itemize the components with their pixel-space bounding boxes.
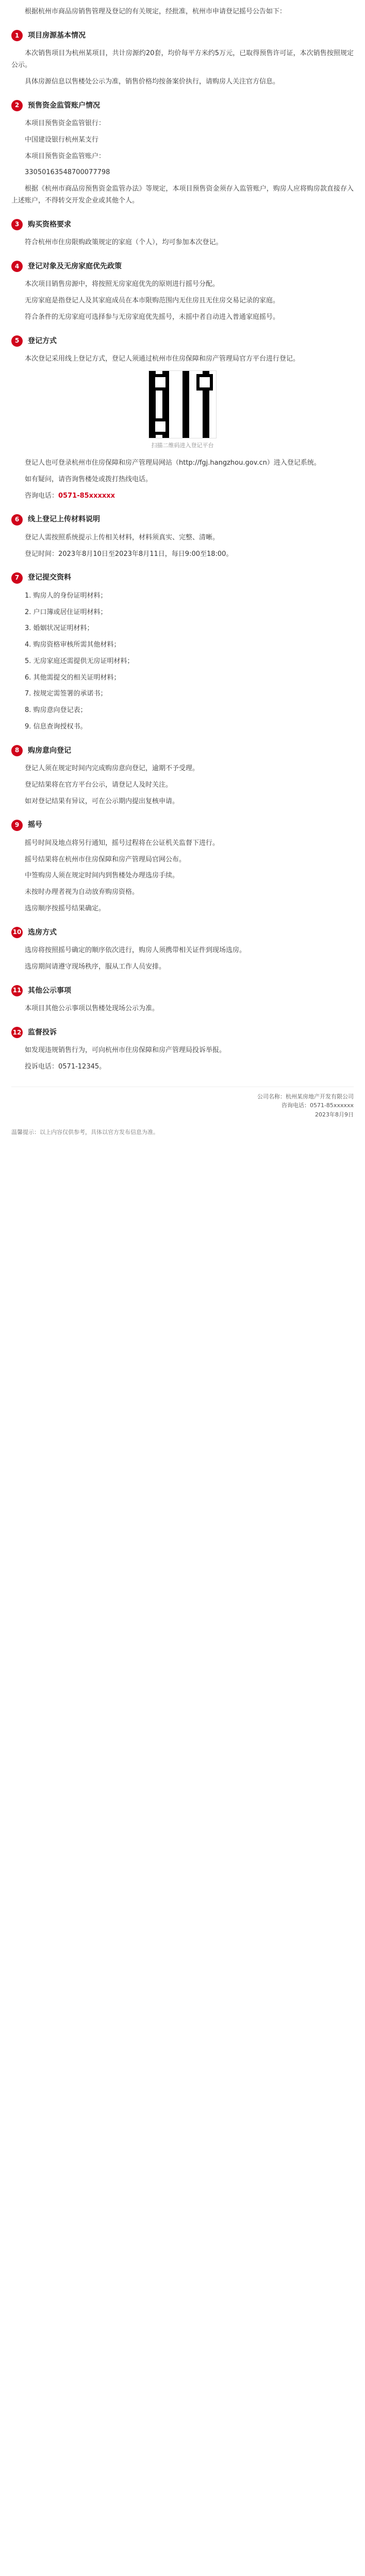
section-paragraph: 6. 其他需提交的相关证明材料； xyxy=(25,673,121,682)
note-text: 温馨提示：以上内容仅供参考，具体以官方发布信息为准。 xyxy=(11,1128,159,1136)
section-paragraph: 根据《杭州市商品房预售资金监管办法》等规定，本项目预售资金须存入监管账户，购房人应将购房款直接存入上述账户，不得转交开发企业或其他个人。 xyxy=(11,185,354,205)
section-header-12 xyxy=(11,1026,354,1039)
section-paragraph: 登记人也可登录杭州市住房保障和房产管理局网站（http://fgj.hangzhou.gov.cn）进入登记系统。 xyxy=(25,459,321,467)
section-title: 登记方式 xyxy=(28,336,57,345)
section-header-1 xyxy=(11,29,354,42)
section-title: 购房意向登记 xyxy=(28,746,71,755)
section-paragraph: 登记结果将在官方平台公示，请登记人及时关注。 xyxy=(25,781,173,789)
section-header-9 xyxy=(11,819,354,832)
section-number-badge: 4 xyxy=(11,261,23,272)
section-paragraph: 如对登记结果有异议，可在公示期内提出复核申请。 xyxy=(25,797,179,805)
section-paragraph: 本项目预售资金监管银行： xyxy=(25,120,106,127)
section-paragraph: 投诉电话：0571-12345。 xyxy=(25,1063,106,1071)
hotline-number[interactable]: 0571-85xxxxxx xyxy=(58,492,115,500)
section-paragraph: 中国建设银行杭州某支行 xyxy=(25,135,99,144)
section-paragraph: 符合杭州市住房限购政策规定的家庭（个人），均可参加本次登记。 xyxy=(25,239,223,246)
section-paragraph: 选房顺序按摇号结果确定。 xyxy=(25,904,106,912)
section-paragraph: 33050163548700077798 xyxy=(25,168,110,177)
section-paragraph: 登记人须在规定时间内完成购房意向登记，逾期不予受理。 xyxy=(25,765,200,772)
sections-container xyxy=(11,29,354,1073)
qr-caption: 扫描二维码进入登记平台 xyxy=(151,442,214,449)
section-header-10 xyxy=(11,926,354,939)
section-paragraph: 3. 婚姻状况证明材料； xyxy=(25,624,94,633)
section-paragraph: 本次登记采用线上登记方式，登记人须通过杭州市住房保障和房产管理局官方平台进行登记。 xyxy=(25,355,300,363)
section-paragraph: 4. 购房资格审核所需其他材料； xyxy=(25,641,121,649)
section-paragraph: 如发现违规销售行为，可向杭州市住房保障和房产管理局投诉举报。 xyxy=(25,1046,226,1055)
section-title: 摇号 xyxy=(28,821,42,829)
section-title: 登记对象及无房家庭优先政策 xyxy=(28,262,122,270)
section-number-badge: 3 xyxy=(11,219,23,230)
section-header-6 xyxy=(11,513,354,526)
section-paragraph: 5. 无房家庭还需提供无房证明材料； xyxy=(25,657,134,665)
section-number-badge: 12 xyxy=(11,1027,23,1038)
section-number-badge: 8 xyxy=(11,745,23,756)
section-title: 预售资金监管账户情况 xyxy=(28,101,100,110)
section-paragraph: 中签购房人须在规定时间内到售楼处办理选房手续。 xyxy=(25,872,179,880)
section-paragraph: 本项目其他公示事项以售楼处现场公示为准。 xyxy=(25,1005,159,1012)
section-paragraph: 本项目预售资金监管账户： xyxy=(25,152,106,160)
intro-paragraph: 根据杭州市商品房销售管理及登记的有关规定，经批准，杭州市申请登记摇号公告如下： xyxy=(25,8,287,15)
note xyxy=(11,1128,354,1137)
section-number-badge: 6 xyxy=(11,514,23,526)
section-paragraph: 本次销售项目为杭州某项目，共计房源约20套，均价每平方米约5万元，已取得预售许可证，本次销售按照规定公示。 xyxy=(11,49,354,69)
section-title: 线上登记上传材料说明 xyxy=(28,515,100,524)
section-paragraph: 选房期间请遵守现场秩序，服从工作人员安排。 xyxy=(25,962,166,971)
section-number-badge: 7 xyxy=(11,572,23,584)
section-title: 选房方式 xyxy=(28,928,57,937)
section-header-5 xyxy=(11,335,354,348)
section-paragraph: 2. 户口簿或居住证明材料； xyxy=(25,608,107,616)
section-paragraph: 本次项目销售房源中，将按照无房家庭优先的原则进行摇号分配。 xyxy=(25,280,220,289)
section-number-badge: 10 xyxy=(11,927,23,938)
section-paragraph: 7. 按规定需签署的承诺书； xyxy=(25,690,107,698)
section-paragraph: 1. 购房人的身份证明材料； xyxy=(25,591,107,600)
qr-code-icon[interactable] xyxy=(148,370,217,438)
section-header-11 xyxy=(11,985,354,997)
section-paragraph: 符合条件的无房家庭可选择参与无房家庭优先摇号，未摇中者自动进入普通家庭摇号。 xyxy=(25,313,280,321)
footer-org: 公司名称：杭州某房地产开发有限公司 xyxy=(257,1093,354,1100)
announcement-page xyxy=(0,0,365,1154)
section-paragraph: 登记时间：2023年8月10日至2023年8月11日，每日9:00至18:00。 xyxy=(25,550,233,558)
section-header-3 xyxy=(11,218,354,231)
section-title: 其他公示事项 xyxy=(28,986,71,995)
hotline-label: 咨询电话： xyxy=(25,492,59,500)
section-paragraph: 摇号时间及地点将另行通知，摇号过程将在公证机关监督下进行。 xyxy=(25,839,220,847)
section-paragraph: 选房将按照摇号确定的顺序依次进行，购房人须携带相关证件到现场选房。 xyxy=(25,946,246,954)
section-title: 监督投诉 xyxy=(28,1028,57,1037)
section-number-badge: 11 xyxy=(11,985,23,996)
section-paragraph: 如有疑问，请咨询售楼处或拨打热线电话。 xyxy=(25,475,153,483)
section-header-4 xyxy=(11,260,354,273)
section-paragraph: 登记人需按照系统提示上传相关材料，材料须真实、完整、清晰。 xyxy=(25,533,220,541)
section-title: 项目房源基本情况 xyxy=(28,31,86,40)
section-number-badge: 5 xyxy=(11,335,23,347)
section-paragraph: 未按时办理者视为自动放弃购房资格。 xyxy=(25,888,139,896)
footer xyxy=(11,1087,354,1120)
section-paragraph: 无房家庭是指登记人及其家庭成员在本市限购范围内无住房且无住房交易记录的家庭。 xyxy=(25,297,280,304)
qr-code-block xyxy=(11,370,354,450)
section-paragraph: 摇号结果将在杭州市住房保障和房产管理局官网公布。 xyxy=(25,855,186,863)
section-title: 购买资格要求 xyxy=(28,220,71,229)
section-header-8 xyxy=(11,744,354,757)
section-header-2 xyxy=(11,99,354,112)
section-number-badge: 2 xyxy=(11,100,23,111)
qr-corner-marker xyxy=(152,418,169,435)
section-header-7 xyxy=(11,571,354,584)
section-paragraph: 具体房源信息以售楼处公示为准，销售价格均按备案价执行，请购房人关注官方信息。 xyxy=(25,77,280,86)
section-number-badge: 9 xyxy=(11,820,23,831)
section-title: 登记提交资料 xyxy=(28,573,71,582)
footer-phone: 咨询电话：0571-85xxxxxx xyxy=(281,1102,354,1109)
section-paragraph: 8. 购房意向登记表； xyxy=(25,706,87,714)
hotline-line xyxy=(11,490,354,502)
section-number-badge: 1 xyxy=(11,30,23,41)
section-paragraph: 9. 信息查询授权书。 xyxy=(25,722,87,731)
footer-date: 2023年8月9日 xyxy=(315,1111,354,1118)
